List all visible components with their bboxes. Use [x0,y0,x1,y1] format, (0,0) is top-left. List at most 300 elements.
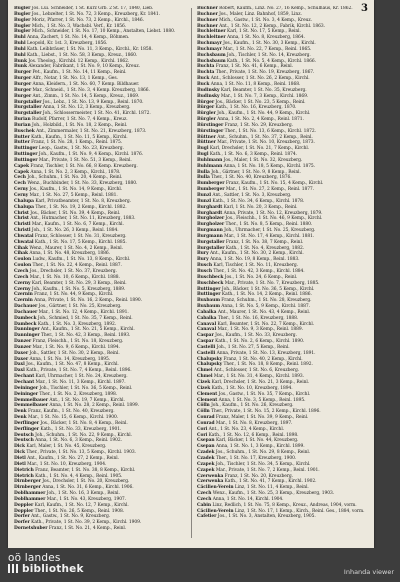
entry-surname: Cabin [197,502,212,508]
entry-surname: Butter [14,134,30,140]
entry-surname: Buxbaum [197,304,220,310]
entry-surname: Czerwenka [197,479,224,485]
logo-line-1: oö landes [8,552,61,564]
entry-surname: Bunzl [197,198,212,204]
entry-surname: Bürger [197,105,215,111]
directory-entry [197,514,369,520]
entry-details: Joh., Kaufm., 1 St. No. 26, Kreuzberg. [211,403,294,409]
entry-details: Mar., 1 St. No. 7, 3 Kemp., Kirchl. 1869. [220,93,309,99]
entry-details: Ant., Schlosser, 1 St. No. 26, 2 Kemp., Kirchl. [210,76,310,82]
entry-surname: Buchta [197,70,215,76]
entry-details: Ant., Maurer, 1 St. No. 43, 4 Kemp., Reinl. [217,309,311,315]
entry-details: Joh., Bäcker, 1 St. No. 36, 5 Kemp., Kirchl. [221,286,315,292]
entry-details: Linz, 1 St. No. 17, 1 Kemp., Kirch., Reinl. Ges., 1884, vorm. [234,508,365,514]
entry-surname: Derflinger [14,426,40,432]
entry-details: Franz, Kaufm., 1 St. No. 15, 4 Kemp., Kirchl. [225,181,324,187]
entry-details: Karl, Maler, 1 St. No. 45, Kreuzberg. [26,444,107,450]
entry-details: Jos., Kaufm., 1 St. No. 33, Kreuzberg. [215,333,297,339]
entry-details: Franz, Schuhm., 1 St. No. 28, Kreuzberg. [221,298,312,304]
directory-entry [14,526,186,532]
entry-surname: Dirnberger [14,485,41,491]
entry-details: Anna, Private, 1 St. No. 16, 2 Kemp., Reinl. 1890. [34,298,142,304]
entry-surname: Burgholzer [197,222,225,228]
entry-details: Kath., 1 St. No. 41, 7 Kemp., Kirchl. 1902. [224,479,317,485]
entry-surname: Buck [197,76,210,82]
entry-surname: Coulon [14,257,32,263]
entry-surname: Dietl [14,461,26,467]
entry-details: Mar., 1 St. No. 22, 7 Kemp., Reinl. 1865. [223,46,312,52]
entry-details: Anna, 1 St. No. 19, 8 Kemp., Reinl. 1883. [209,257,300,263]
entry-details: Jos., 1 St. No. 3, Anstalten, Kreuzberg, 1905. [217,514,316,520]
entry-surname: Cölln [197,409,210,415]
entry-details: Joh., Schuhm., 1 St. No. 20, 4 Kemp., Reinl. [27,175,123,181]
entry-surname: Czerwenka [197,473,224,479]
entry-surname: Dechant [14,380,35,385]
entry-surname: Dick [14,444,25,450]
entry-surname: Bunk [14,58,27,64]
entry-details: Anna, 1 St. No. 8, Kreuzberg, 1864. [227,35,305,41]
entry-details: Jos. Theolog., Kirchbl. 12 Kemp., Kirchl. 1862. [28,58,130,64]
entry-details: Kath., Private, 1 St. No. 39, 2 Kemp., Kirchl. 1909. [31,520,142,526]
entry-surname: Daxer [14,350,29,356]
entry-surname: Danninger [14,327,40,333]
entry-details: Ther., 1 St. No. 40, Kreuzberg, 1876. [211,175,292,181]
entry-surname: Bumberger [197,187,225,193]
entry-surname: Canaval [197,321,217,327]
entry-surname: Burger [14,76,32,82]
library-logo[interactable] [8,553,84,575]
entry-details: Anna, Private, 1 St. No. 13, Kreuzberg, 1891. [216,350,316,356]
entry-surname: Bugler [14,23,31,29]
entry-surname: Burger [14,81,32,87]
entry-surname: Buhlmann [197,157,223,163]
entry-details: Ant., Kaufm., 1 St. No. 21, 5 Kemp., Kirchl. [40,327,135,333]
entry-details: Mar., Private, 1 St. No. 7, Kreuzberg, 1885. [224,280,320,286]
entry-surname: Czech [197,491,212,497]
page-number: 3 [361,3,368,14]
entry-details: Ant., 1 St. No. 12, 2 Kemp., Fabrik, Kirchl. 1863. [219,23,325,29]
entry-surname: Burger [14,93,32,99]
entry-details: Mar., 1 St. No. 10, Kreuzberg, 1904. [27,461,107,467]
entry-details: Anna, Kleidern., 1 St. No. 60, 7 Kemp. Bildhauer. [32,81,140,87]
entry-surname: Burgstaller [14,111,42,117]
entry-surname: Chalupsky [197,362,223,368]
entry-surname: Dachauer [14,309,38,315]
entry-details: Joh., Schlossermeister, 1 St. No. 41, Kirchl. 1872. [42,111,151,117]
entry-details: Franz, Kaufm., 1 St. No. 40, Kreuzberg. [28,409,115,415]
entry-details: Franz, Schlosser, 1 St. No. 31, Kreuzberg. [34,233,127,239]
entry-surname: Cori [197,426,208,432]
entry-details: Joh., Kaufm., 1 St. No. 9, 4 Kemp., Kirchl. 1876. [38,152,144,158]
entry-surname: Dirnberger [14,479,41,485]
entry-details: Kath., 1 St. No. 14, 2 Kemp., Reinl. 1886. [221,292,312,298]
entry-details: Kath., 1 St. No. 4, 4 Kemp., Reinl. 1905. [35,473,123,479]
entry-surname: Csepan [197,438,215,444]
entry-surname: Buhl [14,35,26,41]
entry-details: Jos., Kaufm., 1 St. No. 14, 9 Kemp., Kirchl. [29,187,123,193]
entry-details: Anna, 1 St. No. 1, 3 Kemp., Kirchl. 1899. [215,444,305,450]
viewer-label: Inhanda viewer [343,568,394,576]
entry-details: Joh., Holzbild., 1 St. No. 18, 2 Kemp., Reinl. [31,122,128,128]
entry-surname: Bury [197,257,209,263]
entry-surname: Denk [14,409,27,415]
entry-details: Joh., Schmied, 1 St. No. 35, 7 Kemp., Reinl. [37,315,133,321]
entry-surname: Castelli [197,350,216,356]
entry-surname: Doppler [14,502,34,508]
entry-surname: Dick [14,450,25,456]
entry-surname: Cabalka [197,315,217,321]
entry-surname: Buttinger [14,157,38,163]
entry-surname: Buchleitner [197,35,226,41]
entry-surname: Buttinger [14,146,38,152]
entry-details: Anna, Zachert, 1 St. No. 14, 4 Kemp., Böhmen. [26,35,130,41]
entry-surname: Canaval [197,327,217,333]
entry-surname: Burghardt [197,204,223,210]
scanned-page [8,0,374,548]
entry-surname: Doblhammer [14,491,46,497]
entry-surname: Danninger [14,333,40,339]
entry-surname: Czerny [14,280,31,286]
entry-surname: Burian [14,122,31,128]
entry-details: Ther., 1 St. No. 17, Kreuzberg, 1900. [215,455,297,461]
entry-surname: Dietrich [14,473,34,479]
entry-details: Kath., 1 St. No. 2, 6 Kemp., Kirchl. 1890. [215,339,305,345]
entry-surname: Bury [197,251,209,257]
entry-details: Mar., 1 St. No. 17, 4 Kemp., Kirchl. 1881. [224,233,315,239]
entry-details: Mich., 1 St. No. 3, Wachsbl. Verf., Kr. 1856. [31,23,127,29]
entry-details: Franz, 1 St. No. 29, Kreuzberg. [224,122,293,128]
logo-bars-icon [8,564,20,573]
entry-surname: Buchsbaum [197,58,226,64]
entry-surname: Chmel [197,368,213,374]
entry-details: Pet., Kaufm., 1 St. No. 14, 11 Kemp., Reinl. [32,70,127,76]
entry-surname: Dorfer [14,514,30,520]
entry-details: Anna, 1 St. No. 31, 6 Kemp., Kirchl. 1906. [42,485,134,491]
entry-details: Karl, Uhrmacher, 1 St. No. 24, Kreuzberg. [35,374,128,380]
entry-details: Karl, Beamter, 1 St. No. 29, 3 Kemp., Reinl. [31,280,127,286]
entry-surname: Caspar [197,339,214,345]
entry-details: Ther., Private, 1 St. No. 19, Kreuzberg, 1867. [215,70,315,76]
entry-details: Jos., Schuhm., 1 St. No. 29, 8 Kemp., Reinl. [215,450,311,456]
entry-details: Franz, 1 St. No. 41, 6 Kemp., Reinl. [215,64,293,70]
entry-details: Anna, 1 St. No. 6, 3 Kemp., Reinl. 1902. [35,438,122,444]
entry-details: Ant., 1 St. No. 19, 7 Kemp., Kirchl. [49,397,125,403]
entry-surname: Cori [197,432,208,438]
entry-surname: Caspar [197,333,214,339]
entry-surname: Dambeck [14,315,37,321]
entry-surname: Burger [14,70,32,76]
entry-surname: Büttner [197,140,216,146]
entry-surname: Buschek [14,128,35,134]
entry-surname: Buschbeck [197,280,224,286]
entry-details: Joh., Gärtner, 1 St. No. 9, 8 Kemp., Reinl. [211,169,301,175]
entry-details: Mar., Kaufm., 1 St. No. 6, 7 Kemp., Kirchl. [31,222,124,228]
entry-details: Ant., Zimm., 1 St. No. 14, 5 Kemp., Kreuz., 1869. [32,93,140,99]
entry-surname: Buchner [197,23,218,29]
entry-details: Mar., Private, 1 St. No. 7, 2 Kemp., Reinl. 1901. [215,467,320,473]
entry-surname: Czapek [197,461,215,467]
entry-details: Mar., 1 St. No. 11, 3 Kemp., Kirchl. 1897. [35,380,126,385]
entry-details: Joh., Tischler, 1 St. No. 36, 5 Kemp., Reinl. [39,385,133,391]
entry-surname: Büttner [197,134,216,140]
entry-details: Ther., Private, 1 St. No. 15, 2 Kemp., Kirchl. 1896. [211,409,321,415]
entry-surname: Burgstaller [197,245,225,251]
entry-surname: Czech [197,496,212,502]
entry-surname: Deutsch [14,438,34,444]
entry-surname: Christ [14,216,29,222]
entry-details: Jos., Maler, Linz. Bahnhof, 1859, Linz. [219,11,302,17]
entry-surname: Burgmann [197,233,223,239]
entry-details: Franz, 1 St. No. 21, 4 Kemp., Reinl. [48,526,127,532]
entry-details: Anna, 1 St. No. 14, Kreuzberg, 1895. [29,356,111,362]
entry-details: Anna, 1 St. No. 28, 2 Kemp., Reinl. 1899. [49,403,139,409]
entry-surname: Bürstinger [197,128,224,134]
entry-surname: Daxer [14,356,29,362]
entry-surname: Buchta [197,64,215,70]
entry-surname: Buhl [14,41,26,47]
entry-details: Franz, 1 St. No. 40, 2 Kemp., Kirchl. [223,356,303,362]
entry-details: Jos., Gärtner, 1 St. No. 25, Kreuzberg. [38,304,122,310]
entry-details: Jos., Kaufm., 1 St. No. 30, 3 Kemp., Kirchl. [223,41,316,47]
entry-details: Anna, 1 St. No. 18, 5 Kemp., Kirchl. 1875. [223,163,316,169]
entry-surname: Buchmayr [197,41,222,47]
entry-details: Franz, 1 St. No. 38, 7 Kemp., Reinl. [225,239,304,245]
entry-details: Joh., 1 St. No. 26, 3 Kemp., Reinl. 1884. [31,228,119,234]
left-column [14,6,186,546]
entry-details: Franz, Maler, 1 St. No. 39, 9 Kemp., Reinl. [215,415,309,421]
entry-details: Anna, 1 St. No. 14, Kirchl. 1904. [212,496,284,502]
entry-details: Jos., Bäcker, 1 St. No. 23, 5 Kemp., Reinl. [215,99,306,105]
entry-details: Kath., 1 St. No. 33, Kreuzberg, 1901. [40,426,122,432]
entry-surname: Daxl [14,362,25,368]
entry-details: Ther., 1 St. No. 42, 3 Kemp., Kirchl. 1884. [213,268,305,274]
entry-surname: Clement [197,397,218,403]
entry-details: Ther., Private, 1 St. No. 13, 5 Kemp., Kirchl. 1903. [26,450,136,456]
logo-line-2-text: bibliothek [22,563,84,575]
entry-details: Mar., 1 St. No. 27, 5 Kemp., Reinl. 1881. [29,193,118,198]
entry-surname: Dietl [14,455,26,461]
entry-details: Joh., Sattler, 1 St. No. 30, 2 Kemp., Reinl. [29,350,120,356]
entry-surname: Cölln [197,403,210,409]
entry-details: Karl, Tischler, 1 St. No. 11, Kreuzberg. [213,263,298,269]
entry-details: Jos., Maler, 1 St. No. 32, Kreuzberg. [223,157,303,163]
entry-surname: Bürgler [197,117,216,123]
entry-details: Ant., Schlosser, 1 St. No. 6, Kreuzberg. [213,368,300,374]
entry-details: Karl, Bäcker, 1 St. No. 44, Kreuzberg. [215,438,299,444]
entry-details: Kath., 1 St. No. 4, Kreuzberg, 1882. [225,245,305,251]
entry-surname: Clement [197,391,218,397]
entry-details: Karl, Drechsler, 1 St. No. 21, 7 Kemp., Kirchl. [209,146,310,152]
entry-surname: Chwatal [14,239,34,245]
entry-details: Mar., Schneid., 1 St. No. 3, 4 Kemp. Kreuzberg, 1866. [32,87,150,93]
entry-surname: Capek [14,169,29,175]
entry-details: Franz, Fleischh., 1 St. No. 18, Kreuzberg. [32,339,124,345]
entry-surname: Bürgler [197,111,216,117]
entry-surname: Capek [14,163,29,169]
entry-surname: Buttinger [197,292,221,298]
entry-details: Ant., Schuhm., 1 St. No. 37, 2 Kemp., Reinl. [217,134,313,140]
entry-details: Mar., 1 St. No. 43, Kreuzberg, 1907. [46,496,127,502]
entry-details: Anna, 1 St. No. 5, 9 Kemp., Kirchl. 1887. [221,304,310,310]
entry-details: Karl, 1 St. No. 20, 3 Kemp., Reinl. [223,204,298,210]
entry-details: Kath., 1 St. No. 16, Kreuzberg, 1870. [215,105,297,111]
right-column [197,6,369,546]
entry-surname: Czech [14,274,29,280]
entry-surname: Chalupa [14,204,34,210]
entry-details: Jos., 1 St. No. 24, 6 Kemp., Reinl. [224,274,298,280]
entry-surname: Chmel [197,374,213,380]
entry-surname: Czernin [14,298,33,304]
entry-details: Mar., 1 St. No. 9, 3 Kemp., Reinl. 1889. [217,327,303,333]
entry-surname: Dachauer [14,304,38,310]
entry-details: Kath., Private, 1 St. No. 7, 4 Kemp., Reinl. 1896. [26,368,132,374]
entry-details: Jos., Lebzelter, 1 St. No. 72, 3 Kemp., Kreuzberg, Kr. 1841. [31,11,160,17]
entry-surname: Bugler [14,6,31,11]
entry-details: Kath., 1 St. No. 12, 6 Kemp., Reinl. 1898. [208,432,299,438]
entry-details: Alfr., Notar, 1 St. No. 13, 1 Kemp., Ges. [32,76,118,82]
entry-surname: Busch [197,268,212,274]
entry-details: Kath., 1 St. No. 6, 3 Kemp., Reinl. 1874. [209,152,297,158]
entry-surname: Daxl [14,368,25,374]
entry-surname: Deutsch [14,432,34,438]
entry-details: Mar., 1 St. No. 15, 6 Kemp., Kirchl. 1900. [28,415,119,421]
entry-surname: Cerny [14,193,29,198]
entry-surname: Cech [14,175,26,181]
entry-surname: Conrad [197,420,215,426]
entry-surname: Christl [14,228,31,234]
entry-details: Kath., 1 St. No. 34, 6 Kemp., Kirchl. 1878. [212,198,305,204]
entry-details: Joh., Kaufm., 1 St. No. 5, Kreuzberg, 1889. [31,286,126,292]
entry-details: Jos., Bäcker, 1 St. No. 39, 4 Kemp., Reinl. [30,210,121,216]
entry-surname: Castelli [197,344,216,350]
entry-surname: Cäcilien-Verein [197,485,234,491]
entry-surname: Denk [14,415,27,421]
entry-details: Mar., 1 St. No. 27, 2 Kemp., Reinl. 1877. [225,187,315,193]
entry-surname: Buhl [14,46,26,52]
entry-surname: Czernin [14,292,33,298]
entry-surname: Bulla [197,169,210,175]
entry-details: Kath., Kaufm., 1 St. No. 11, 5 Kemp., Kirchl. [31,134,128,140]
entry-surname: Chalupa [14,198,34,204]
entry-surname: Cabalka [197,309,217,315]
entry-details: Mar., 1 St. No. 8, Kreuzberg, 1897. [215,420,293,426]
entry-details: Kath., 1 St. No. 3, Kreuzberg, 1892. [37,321,117,327]
entry-surname: Doblhammer [14,496,46,502]
entry-surname: Burian [14,117,31,123]
entry-surname: Bunzl [197,193,212,198]
entry-details: Mar., 1 St. No. 31, 4 Kemp., Kirchl. 1893. [213,374,304,380]
entry-surname: Buhl [14,52,26,58]
entry-surname: Butter [14,140,30,146]
entry-details: Moriz, Pfarrer, 1 St. No. 73, 2 Kemp., Kirchl., 1846. [31,17,144,23]
entry-details: Mar., Private, 1 St. No. 51, 3 Kemp., Reinl. [38,157,132,163]
entry-details: Anna, 1 St. No. 48, Kreuzberg, 1886. [29,251,110,257]
entry-surname: Christl [14,222,31,228]
entry-surname: Dechant [14,374,35,380]
entry-surname: Burghardt [197,210,223,216]
entry-details: Ant., Gastw., 1 St. No. 9, Kreuzberg. [31,514,111,520]
entry-details: Kath., 1 St. No. 10, Kreuzberg, 1894. [211,385,293,391]
entry-details: Karl, Drechsler, 1 St. No. 21, 3 Kemp., Reinl. [211,380,310,385]
entry-details: Ther., 1 St. No. 2, Kreuzberg, 1898. [39,391,118,397]
entry-details: Ther., 1 St. No. 22, 4 Kemp., Reinl. 1887. [32,263,122,269]
entry-details: Karl, Kaufm., 1 St. No. 12, 7 Kemp., Kirchl. [34,502,129,508]
entry-details: Kath., 1 St. No. 17, 5 Kemp., Kirchl. 1885. [34,239,127,245]
entry-surname: Buchner [197,17,218,23]
entry-surname: Dornetshuber [14,526,48,532]
entry-surname: Deininger [14,391,39,397]
entry-details: Mar., Private, 1 St. No. 10, Kreuzberg, 1873. [217,140,315,146]
entry-surname: Bugl [197,146,209,152]
entry-surname: Dorfer [14,520,30,526]
entry-details: Ludw., Kaufm., 1 St. No. 13, 8 Kemp., Kirchl. [32,257,131,263]
entry-surname: Burgstaller [197,239,225,245]
entry-details: Ther., 1 St. No. 26, 5 Kemp., Reinl. 1908. [34,508,125,514]
entry-surname: Buck [197,81,210,87]
entry-surname: Bugler [14,29,31,35]
entry-surname: Czapek [197,467,215,473]
entry-details: Jos., Kaufm., 1 St. No. 47, 8 Kemp., Kirchl. [26,362,119,368]
entry-surname: Bugler [14,17,31,23]
entry-surname: Budinsky [197,93,220,99]
entry-surname: Budinsky [197,87,220,93]
entry-details: Mich., Schneider, 1 St. No. 17, 10 Kemp., Anstalten, Liebst. 1880. [31,29,176,35]
entry-surname: Demmelbauer [14,397,49,403]
entry-details: Kath., Liebst., 1 St. No. 58, 3 Kemp., Kreuz., 1860. [26,52,138,58]
entry-details: Jos. Lui. Schneider, 1 St. Kurz Grb. 2 St. 17, 1840, Lieb. [31,6,154,11]
entry-details: Rudolf, Pfarrer, 1 St. No. 7, 4 Kemp., Kreuz. [31,117,128,123]
entry-details: Ant., Kaufm., 1 St. No. 27, 2 Kemp., Reinl. [27,455,119,461]
entry-details: Joh., Uhrmacher, 1 St. No. 25, Kreuzberg. [224,228,316,234]
entry-details: Wenz., Buchbinder, 1 St. No. 33, Kreuzberg, 1880. [27,181,138,187]
entry-details: Joh., Tischler, 1 St. No. 14, Kreuzberg. [226,52,311,58]
entry-details: Jos., Bäcker, 1 St. No. 8, 4 Kemp., Reinl. [40,420,128,426]
entry-details: Joh., Kaufm., 1 St. No. 44, 9 Kemp., Kirchl. [217,111,311,117]
entry-details: Anna, 1 St. No. 12, 3 Kemp., Kreuzberg. [42,105,131,111]
entry-details: Karl, Beamter, 1 St. No. 22, 7 Kemp., Kirchl. [217,321,315,327]
entry-details: Joh., 1 St. No. 16, 3 Kemp., Reinl. [46,491,120,497]
entry-surname: Buhlmann [197,163,223,169]
entry-surname: Buchner [197,6,218,11]
entry-details: Franz, Tischler, 1 St. No. 66, 8 Kemp. Kreuzberg. [30,163,138,169]
entry-surname: Burgstaller [14,105,42,111]
entry-details: Jos., Drechsler, 1 St. No. 37, Kreuzberg. [29,268,117,274]
entry-details: Anna, 1 St. No. 2, 3 Kemp., Kirchl., 1878. [30,169,121,175]
entry-details: Jos., Gastw., 1 St. No. 35, 7 Kemp., Kirchl. [218,391,311,397]
entry-details: Alexander, Fabrikant, 1 St. No. 9, 10 Kemp., Kreuz. [28,64,140,70]
entry-surname: Buchmayr [197,46,222,52]
entry-details: Ant., Zimmermaler, 1 St. No. 21, Kreuzberg, 1873. [36,128,147,134]
entry-details: Linz, Redlich, 1 St. No. 75, 8 Kemp., Kreuz., Andreas, 1904, vorm. [212,502,357,508]
entry-details: Mar., 1 St. No. 10, 6 Kemp., Kirchl. 1888. [29,274,120,280]
entry-details: Ant., Sattler, 1 St. No. 3, Kreuzberg. [212,193,292,198]
entry-surname: Coulon [14,263,32,269]
entry-details: Ant., Hutmacher, 1 St. No. 11, Kreuzberg, 1883. [30,216,136,222]
entry-details: Joh., Schuhm., 1 St. No. 22, 9 Kemp., Kirchl. [35,432,132,438]
entry-surname: Burgstaller [14,99,42,105]
entry-details: Franz, 1 St. No. 20, Kreuzberg. [224,473,293,479]
entry-surname: Danzer [14,339,32,345]
entry-details: Mich., Gastw., 1 St. No. 3, 4 Kemp., Kreuz. [219,17,313,23]
entry-surname: Bürger [197,99,215,105]
entry-surname: Bugler [14,11,31,17]
entry-surname: Cech [14,181,26,187]
entry-surname: Buschbeck [197,274,224,280]
entry-details: Franz, Beamter, 1 St. No. 38, 8 Kemp., Kirchl. [35,467,136,473]
entry-surname: Burger [14,87,32,93]
entry-surname: Bunk [14,64,27,70]
entry-details: Jos., Lebz., 1 St. No. 13, 9 Kemp., Reinl. 1870. [42,99,144,105]
